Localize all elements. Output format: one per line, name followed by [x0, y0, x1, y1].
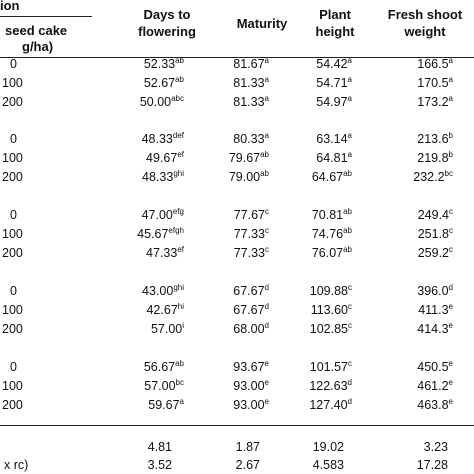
cell-maturity-significance-letter: ab	[260, 169, 269, 178]
cell-fresh-shoot-weight	[418, 245, 453, 261]
cell-maturity-significance-letter: e	[264, 378, 269, 387]
cell-fresh-shoot-weight-significance-letter: a	[448, 94, 453, 103]
cell-days-to-flowering-value: 49.67	[146, 151, 178, 165]
row-dose-label: 0	[10, 284, 17, 298]
cell-maturity	[234, 207, 269, 223]
header-plant-line1: Plant	[319, 7, 351, 22]
cell-maturity	[234, 226, 269, 242]
cell-plant-height-significance-letter: ab	[343, 207, 352, 216]
cell-days-to-flowering-significance-letter: ghi	[173, 169, 184, 178]
cell-days-to-flowering	[148, 397, 184, 413]
cell-maturity-value: 79.67	[228, 151, 261, 165]
cell-fresh-shoot-weight-significance-letter: a	[448, 56, 453, 65]
cell-plant-height	[309, 378, 352, 394]
header-fresh-shoot-line2: weight	[404, 24, 446, 39]
cell-fresh-shoot-weight	[417, 56, 453, 72]
cell-plant-height	[309, 397, 352, 413]
cell-plant-height	[311, 302, 352, 318]
cell-maturity	[233, 75, 269, 91]
row-dose-label: 200	[2, 170, 23, 184]
cell-plant-height-significance-letter: c	[348, 302, 352, 311]
cell-maturity-value: 81.33	[233, 95, 265, 109]
row-dose-label: 100	[2, 76, 23, 90]
cell-plant-height-value: 102.85	[309, 322, 348, 336]
cell-plant-height-significance-letter: a	[347, 150, 352, 159]
cell-days-to-flowering-value: 43.00	[142, 284, 174, 298]
cell-plant-height-value: 122.63	[309, 379, 348, 393]
row-dose-label: 200	[2, 322, 23, 336]
cell-plant-height-significance-letter: a	[347, 131, 352, 140]
cell-fresh-shoot-weight-value: 414.3	[417, 322, 449, 336]
cell-plant-height-value: 101.57	[309, 360, 348, 374]
cell-maturity-value: 67.67	[233, 303, 265, 317]
cell-maturity-significance-letter: d	[264, 302, 269, 311]
header-col0-line3: g/ha)	[22, 39, 54, 54]
cell-maturity-value: 81.67	[233, 57, 265, 71]
cell-days-to-flowering-significance-letter: hi	[177, 302, 184, 311]
cell-maturity	[233, 359, 269, 375]
cell-days-to-flowering	[137, 226, 184, 242]
cell-plant-height-significance-letter: c	[348, 359, 352, 368]
cell-fresh-shoot-weight	[418, 207, 453, 223]
cell-fresh-shoot-weight-value: 166.5	[417, 57, 449, 71]
cell-maturity-significance-letter: e	[264, 359, 269, 368]
summary-fresh-shoot-weight	[424, 439, 448, 455]
cell-days-to-flowering-value: 48.33	[142, 170, 174, 184]
cell-days-to-flowering-significance-letter: def	[172, 131, 184, 140]
cell-days-to-flowering	[142, 169, 184, 185]
summary-days-to-flowering	[148, 439, 172, 455]
cell-fresh-shoot-weight-significance-letter: e	[448, 359, 453, 368]
cell-fresh-shoot-weight-value: 173.2	[417, 95, 449, 109]
cell-days-to-flowering	[144, 359, 184, 375]
cell-days-to-flowering	[144, 75, 184, 91]
cell-plant-height-value: 76.07	[311, 246, 344, 260]
cell-days-to-flowering-significance-letter: abc	[171, 94, 184, 103]
cell-fresh-shoot-weight-value: 396.0	[417, 284, 449, 298]
cell-days-to-flowering	[142, 207, 184, 223]
cell-plant-height-significance-letter: a	[347, 75, 352, 84]
cell-fresh-shoot-weight-value: 259.2	[417, 246, 449, 260]
cell-maturity	[229, 169, 269, 185]
cell-plant-height	[312, 169, 352, 185]
cell-fresh-shoot-weight	[417, 397, 453, 413]
cell-days-to-flowering-significance-letter: ef	[177, 245, 184, 254]
cell-plant-height-value: 64.67	[311, 170, 344, 184]
cell-maturity	[233, 56, 269, 72]
header-plant-line2: height	[315, 24, 355, 39]
cell-plant-height-value: 127.40	[309, 398, 348, 412]
cell-maturity-significance-letter: e	[264, 397, 269, 406]
row-dose-label: 0	[10, 208, 17, 222]
cell-plant-height-significance-letter: ab	[343, 245, 352, 254]
cell-maturity-value: 79.00	[228, 170, 261, 184]
cell-days-to-flowering-significance-letter: efgh	[168, 226, 184, 235]
cell-plant-height	[316, 56, 352, 72]
cell-fresh-shoot-weight	[417, 321, 453, 337]
cell-maturity-value: 93.67	[233, 360, 265, 374]
row-dose-label: 200	[2, 398, 23, 412]
cell-maturity-value: 81.33	[233, 76, 265, 90]
cell-plant-height-significance-letter: c	[348, 283, 352, 292]
cell-plant-height-significance-letter: a	[347, 56, 352, 65]
cell-maturity-value: 77.33	[233, 227, 265, 241]
cell-days-to-flowering	[146, 302, 184, 318]
cell-fresh-shoot-weight	[418, 302, 453, 318]
cell-fresh-shoot-weight	[417, 94, 453, 110]
summary-days-to-flowering-value: 4.81	[147, 440, 172, 454]
cell-days-to-flowering-value: 47.00	[141, 208, 173, 222]
cell-plant-height	[316, 94, 352, 110]
cell-days-to-flowering-significance-letter: ab	[175, 56, 184, 65]
cell-fresh-shoot-weight-significance-letter: c	[449, 245, 453, 254]
cell-maturity-value: 77.67	[233, 208, 265, 222]
cell-days-to-flowering-value: 56.67	[143, 360, 176, 374]
cell-maturity	[229, 150, 269, 166]
cell-maturity-value: 68.00	[233, 322, 265, 336]
summary-days-to-flowering-value: 3.52	[147, 458, 172, 472]
cell-plant-height-value: 70.81	[311, 208, 344, 222]
cell-plant-height-significance-letter: d	[347, 397, 352, 406]
cell-fresh-shoot-weight	[417, 359, 453, 375]
cell-days-to-flowering-significance-letter: ef	[177, 150, 184, 159]
cell-plant-height	[310, 321, 352, 337]
cell-days-to-flowering-value: 50.00	[139, 95, 172, 109]
summary-fresh-shoot-weight-value: 3.23	[423, 440, 448, 454]
summary-label: x rc)	[4, 458, 29, 472]
cell-fresh-shoot-weight-significance-letter: d	[448, 283, 453, 292]
cell-fresh-shoot-weight	[417, 283, 453, 299]
summary-fresh-shoot-weight-value: 17.28	[416, 458, 448, 472]
cell-fresh-shoot-weight-significance-letter: bc	[444, 169, 453, 178]
cell-fresh-shoot-weight-value: 170.5	[417, 76, 449, 90]
header-fresh-shoot-line1: Fresh shoot	[387, 7, 463, 22]
cell-fresh-shoot-weight	[418, 226, 453, 242]
cell-plant-height	[312, 245, 352, 261]
cell-maturity-value: 80.33	[233, 132, 265, 146]
cell-days-to-flowering-value: 59.67	[148, 398, 180, 412]
cell-maturity-significance-letter: a	[264, 131, 269, 140]
row-dose-label: 100	[2, 151, 23, 165]
row-dose-label: 100	[2, 379, 23, 393]
cell-fresh-shoot-weight-value: 219.8	[417, 151, 449, 165]
header-col0-line2: seed cake	[5, 23, 68, 38]
cell-fresh-shoot-weight-value: 249.4	[417, 208, 449, 222]
cell-maturity-value: 93.00	[233, 379, 265, 393]
cell-fresh-shoot-weight-value: 411.3	[418, 303, 449, 317]
cell-plant-height	[316, 75, 352, 91]
cell-plant-height-value: 113.60	[310, 303, 348, 317]
cell-plant-height	[312, 207, 352, 223]
summary-plant-height	[313, 439, 344, 455]
cell-fresh-shoot-weight-value: 463.8	[417, 398, 449, 412]
cell-fresh-shoot-weight-value: 450.5	[417, 360, 449, 374]
summary-days-to-flowering	[148, 457, 172, 473]
header-inner-rule	[0, 16, 92, 17]
cell-plant-height-value: 54.97	[316, 95, 348, 109]
row-dose-label: 0	[10, 360, 17, 374]
cell-maturity-significance-letter: a	[264, 75, 269, 84]
cell-fresh-shoot-weight-significance-letter: b	[448, 131, 453, 140]
cell-days-to-flowering-value: 57.00	[144, 379, 176, 393]
cell-fresh-shoot-weight-significance-letter: e	[448, 302, 453, 311]
cell-maturity-significance-letter: c	[265, 226, 269, 235]
cell-fresh-shoot-weight-value: 251.8	[417, 227, 449, 241]
cell-days-to-flowering-value: 52.67	[143, 76, 176, 90]
cell-plant-height-significance-letter: d	[347, 378, 352, 387]
cell-maturity	[233, 397, 269, 413]
cell-maturity-significance-letter: d	[264, 321, 269, 330]
cell-maturity-significance-letter: a	[264, 94, 269, 103]
cell-days-to-flowering-value: 42.67	[146, 303, 178, 317]
cell-maturity-significance-letter: d	[264, 283, 269, 292]
cell-days-to-flowering-value: 47.33	[146, 246, 178, 260]
summary-maturity	[236, 457, 260, 473]
row-dose-label: 200	[2, 95, 23, 109]
cell-plant-height-value: 74.76	[311, 227, 344, 241]
summary-plant-height	[313, 457, 344, 473]
cell-maturity	[234, 245, 269, 261]
cell-maturity	[233, 378, 269, 394]
cell-days-to-flowering	[142, 131, 184, 147]
cell-fresh-shoot-weight-significance-letter: e	[448, 378, 453, 387]
cell-maturity	[233, 94, 269, 110]
cell-days-to-flowering	[144, 378, 184, 394]
cell-maturity	[233, 283, 269, 299]
cell-plant-height	[312, 226, 352, 242]
cell-plant-height-value: 54.42	[316, 57, 348, 71]
summary-plant-height-value: 19.02	[312, 440, 344, 454]
cell-maturity-value: 67.67	[233, 284, 265, 298]
cell-days-to-flowering	[151, 321, 184, 337]
cell-days-to-flowering	[146, 150, 184, 166]
row-dose-label: 100	[2, 303, 23, 317]
cell-days-to-flowering-significance-letter: a	[179, 397, 184, 406]
cell-maturity-value: 93.00	[233, 398, 265, 412]
cell-plant-height	[310, 359, 352, 375]
cell-maturity-significance-letter: c	[265, 207, 269, 216]
cell-fresh-shoot-weight-value: 232.2	[413, 170, 445, 184]
cell-maturity	[233, 131, 269, 147]
summary-plant-height-value: 4.583	[312, 458, 344, 472]
cell-fresh-shoot-weight	[417, 150, 453, 166]
cell-days-to-flowering	[144, 56, 184, 72]
cell-days-to-flowering	[142, 283, 184, 299]
cell-maturity-significance-letter: ab	[260, 150, 269, 159]
cell-days-to-flowering-significance-letter: ab	[175, 75, 184, 84]
cell-plant-height-significance-letter: a	[347, 94, 352, 103]
cell-plant-height	[316, 150, 352, 166]
summary-maturity-value: 1.87	[235, 440, 260, 454]
cell-days-to-flowering-value: 52.33	[143, 57, 176, 71]
cell-fresh-shoot-weight-significance-letter: e	[448, 397, 453, 406]
cell-maturity	[233, 302, 269, 318]
cell-fresh-shoot-weight	[417, 75, 453, 91]
row-dose-label: 200	[2, 246, 23, 260]
cell-fresh-shoot-weight	[417, 378, 453, 394]
summary-maturity	[236, 439, 260, 455]
cell-days-to-flowering	[140, 94, 184, 110]
cell-fresh-shoot-weight	[413, 169, 453, 185]
cell-maturity	[233, 321, 269, 337]
row-dose-label: 100	[2, 227, 23, 241]
cell-plant-height	[316, 131, 352, 147]
cell-fresh-shoot-weight-significance-letter: c	[449, 207, 453, 216]
cell-days-to-flowering-value: 45.67	[137, 227, 169, 241]
cell-days-to-flowering-value: 57.00	[150, 322, 183, 336]
summary-maturity-value: 2.67	[235, 458, 260, 472]
cell-fresh-shoot-weight-significance-letter: b	[448, 150, 453, 159]
header-days-to-line1: Days to	[143, 7, 191, 22]
table-bottom-rule	[0, 425, 474, 426]
header-maturity: Maturity	[236, 16, 288, 31]
row-dose-label: 0	[10, 57, 17, 71]
cell-plant-height-value: 63.14	[316, 132, 348, 146]
cell-fresh-shoot-weight	[417, 131, 453, 147]
header-col0-line1: ion	[0, 0, 20, 13]
cell-plant-height-value: 64.81	[316, 151, 348, 165]
cell-fresh-shoot-weight-value: 461.2	[417, 379, 449, 393]
cell-maturity-value: 77.33	[233, 246, 265, 260]
cell-days-to-flowering-significance-letter: ab	[175, 359, 184, 368]
cell-fresh-shoot-weight-value: 213.6	[417, 132, 449, 146]
cell-days-to-flowering-significance-letter: i	[182, 321, 184, 330]
cell-plant-height-value: 109.88	[309, 284, 348, 298]
row-dose-label: 0	[10, 132, 17, 146]
cell-maturity-significance-letter: a	[264, 56, 269, 65]
cell-plant-height-significance-letter: ab	[343, 169, 352, 178]
summary-fresh-shoot-weight	[417, 457, 448, 473]
header-days-to-line2: flowering	[138, 24, 196, 39]
cell-plant-height	[310, 283, 352, 299]
cell-days-to-flowering-value: 48.33	[141, 132, 173, 146]
cell-days-to-flowering-significance-letter: ghi	[173, 283, 184, 292]
cell-fresh-shoot-weight-significance-letter: e	[448, 321, 453, 330]
cell-days-to-flowering	[146, 245, 184, 261]
cell-plant-height-value: 54.71	[316, 76, 348, 90]
cell-plant-height-significance-letter: c	[348, 321, 352, 330]
cell-days-to-flowering-significance-letter: efg	[172, 207, 184, 216]
cell-fresh-shoot-weight-significance-letter: a	[448, 75, 453, 84]
cell-fresh-shoot-weight-significance-letter: c	[449, 226, 453, 235]
cell-maturity-significance-letter: c	[265, 245, 269, 254]
cell-days-to-flowering-significance-letter: bc	[175, 378, 184, 387]
cell-plant-height-significance-letter: ab	[343, 226, 352, 235]
